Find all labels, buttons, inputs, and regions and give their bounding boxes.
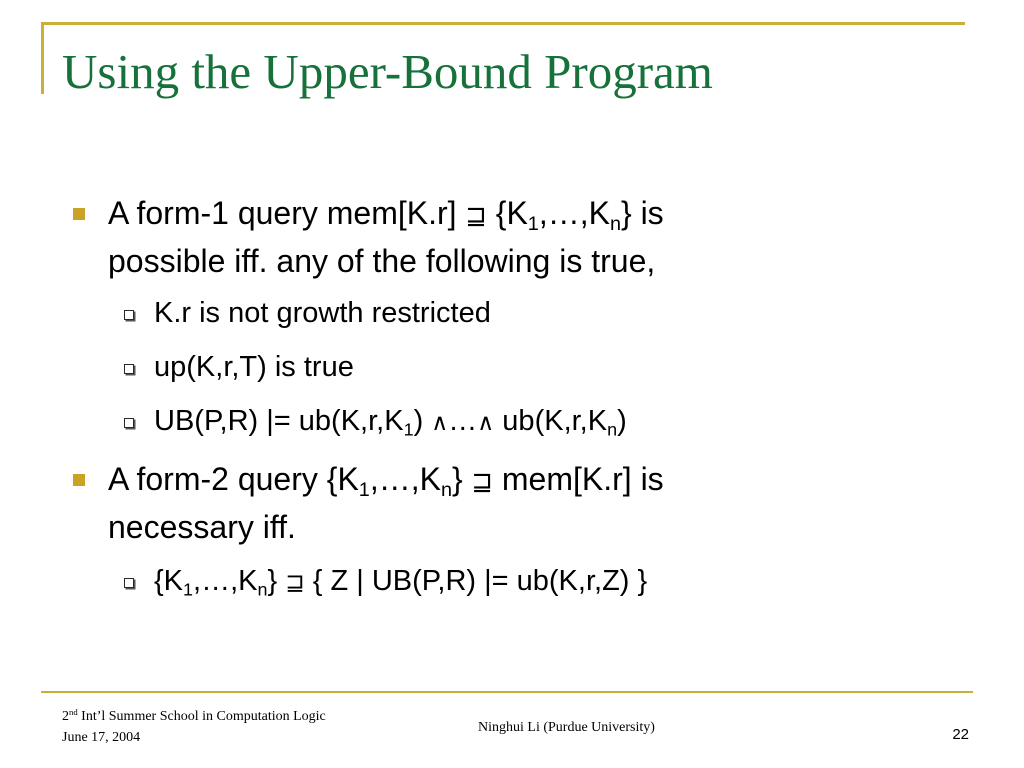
page-number: 22 [952, 726, 969, 743]
title-frame-horizontal [41, 22, 965, 25]
gold-square-bullet-icon [73, 208, 85, 220]
logical-and-symbol: ∧ [477, 409, 495, 436]
sub-bullet-1: K.r is not growth restricted [154, 297, 491, 329]
title-frame-vertical [41, 22, 44, 94]
sub-bullet-4: $\{K_1,\dots,K_n\}$ ⊒ { Z | UB(P,R) |= ub(K,r,Z) } [154, 565, 648, 600]
footer-date: June 17, 2004 [62, 730, 141, 745]
superset-equal-symbol: ⊒ [471, 467, 493, 497]
bullet-1-line-1: A form-1 query mem[K.r] ⊒ $\{K_1,\dots,K_n\}$ is [108, 195, 664, 235]
superset-equal-symbol: ⊒ [465, 201, 487, 231]
footer-school: 2nd Int’l Summer School in Computation Logic [62, 707, 326, 724]
hollow-square-bullet-icon [124, 364, 134, 374]
sub-bullet-3: UB(P,R) |= $ub(K,r,K_1)$ ∧…∧ $ub(K,r,K_n)$ [154, 405, 627, 440]
sub-bullet-2: up(K,r,T) is true [154, 351, 354, 383]
bullet-2-line-1: A form-2 query $\{K_1,\dots,K_n\}$ ⊒ mem[K.r] is [108, 461, 664, 501]
gold-square-bullet-icon [73, 474, 85, 486]
hollow-square-bullet-icon [124, 578, 134, 588]
bullet-2-line-2: necessary iff. [108, 509, 296, 545]
hollow-square-bullet-icon [124, 418, 134, 428]
footer-divider [41, 691, 973, 693]
logical-and-symbol: ∧ [431, 409, 449, 436]
footer-author: Ninghui Li (Purdue University) [478, 720, 655, 735]
superset-equal-symbol: ⊒ [285, 569, 305, 596]
hollow-square-bullet-icon [124, 310, 134, 320]
bullet-1-line-2: possible iff. any of the following is true, [108, 243, 656, 279]
slide-title: Using the Upper-Bound Program [62, 44, 713, 99]
